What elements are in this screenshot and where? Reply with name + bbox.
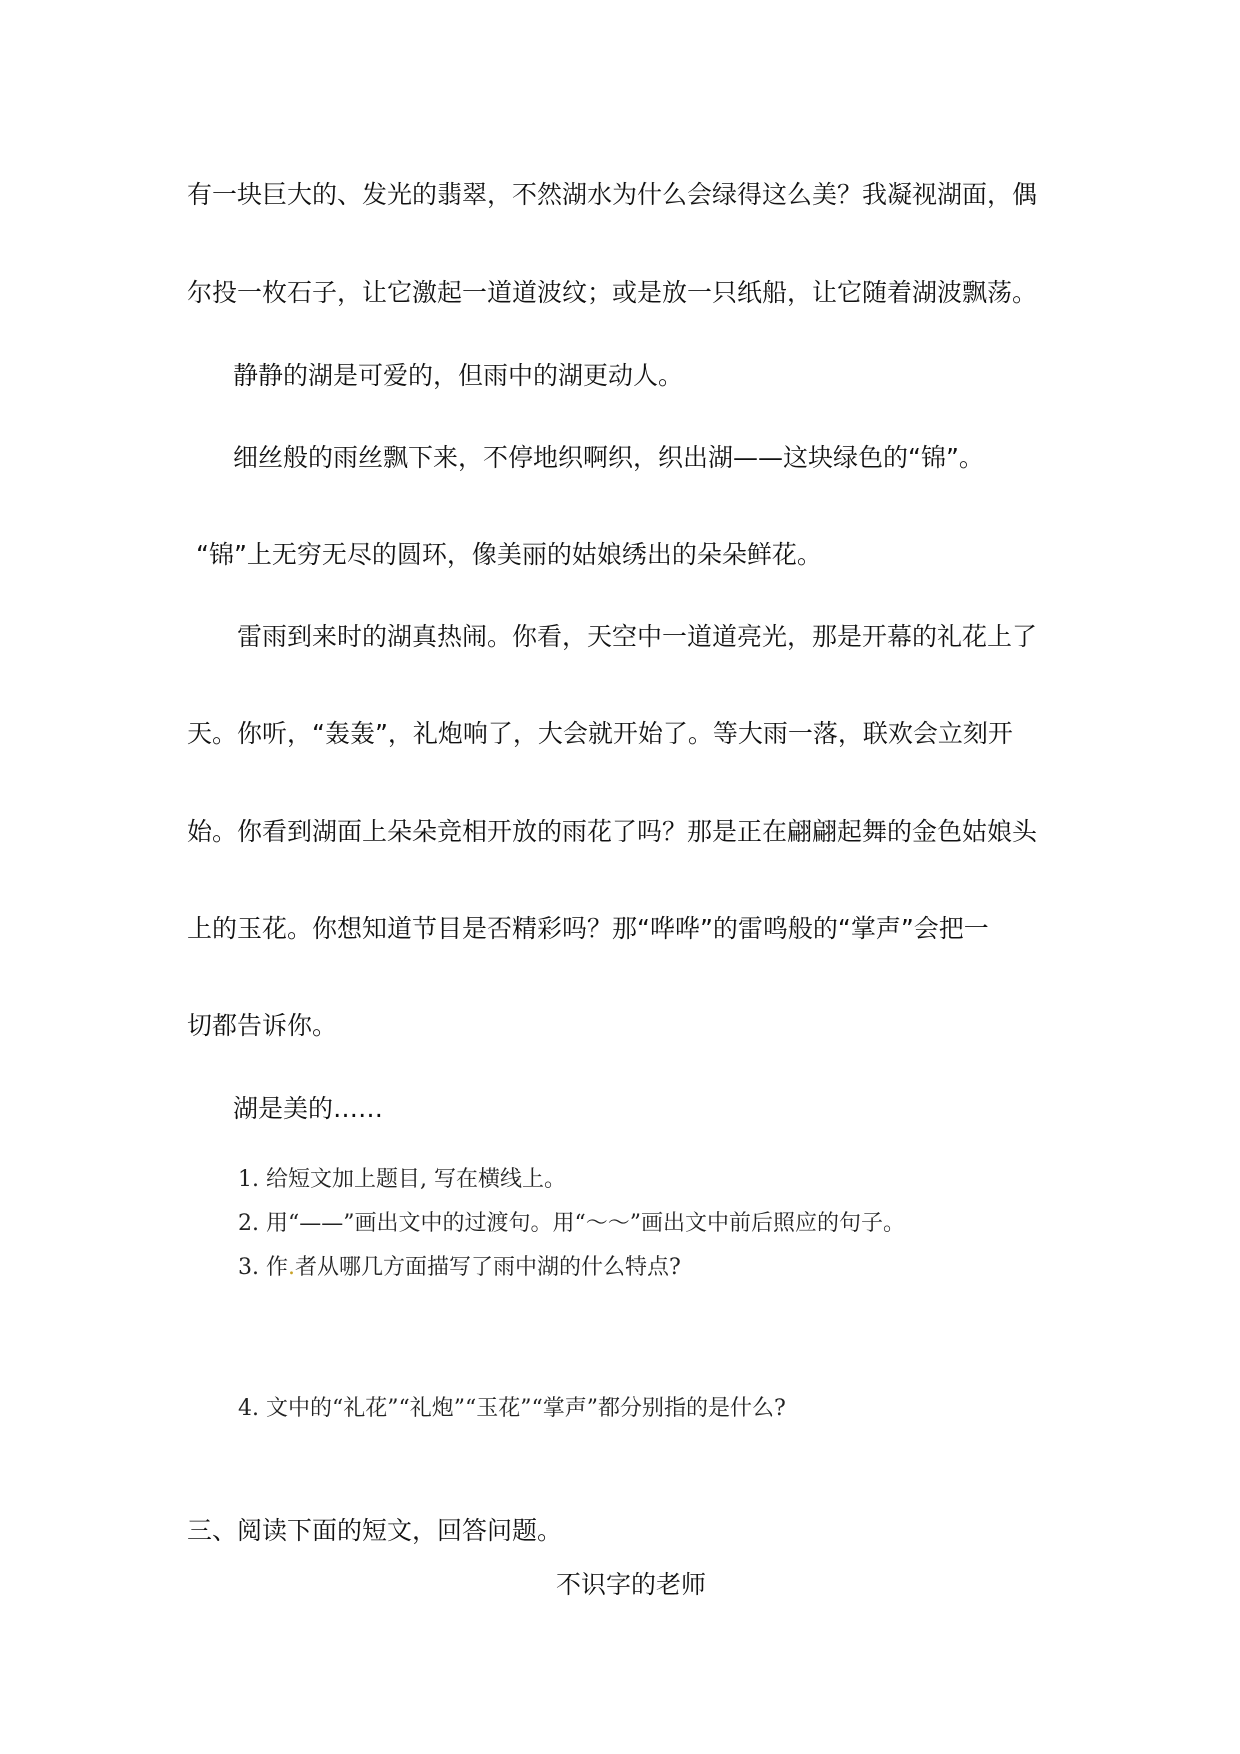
ink-dot: . (287, 1255, 295, 1280)
question-3 (238, 1253, 681, 1283)
passage-paragraph-4-line-2: 天。你听，“轰轰”，礼炮响了，大会就开始了。等大雨一落，联欢会立刻开 (187, 719, 1013, 748)
question-2: 2. 用“——”画出文中的过渡句。用“～～”画出文中前后照应的句子。 (238, 1211, 905, 1236)
passage-paragraph-4-line-4: 上的玉花。你想知道节目是否精彩吗？那“哗哗”的雷鸣般的“掌声”会把一 (187, 914, 989, 943)
question-3-rest: 者从哪几方面描写了雨中湖的什么特点? (294, 1255, 681, 1280)
section-3-heading: 三、阅读下面的短文，回答问题。 (187, 1516, 563, 1545)
passage-paragraph-3-line-2: “锦”上无穷无尽的圆环，像美丽的姑娘绣出的朵朵鲜花。 (196, 540, 822, 569)
question-4: 4. 文中的“礼花”“礼炮”“玉花”“掌声”都分别指的是什么? (238, 1396, 786, 1421)
article-title: 不识字的老师 (556, 1570, 707, 1599)
passage-paragraph-4-line-3: 始。你看到湖面上朵朵竞相开放的雨花了吗？那是正在翩翩起舞的金色姑娘头 (187, 817, 1038, 846)
passage-paragraph-5: 湖是美的…… (233, 1094, 384, 1123)
question-1: 1. 给短文加上题目, 写在横线上。 (238, 1167, 566, 1192)
passage-line-2: 尔投一枚石子，让它激起一道道波纹；或是放一只纸船，让它随着湖波飘荡。 (187, 278, 1038, 307)
passage-paragraph-2: 静静的湖是可爱的，但雨中的湖更动人。 (233, 361, 684, 390)
question-3-prefix: 3. 作 (238, 1255, 288, 1280)
passage-line-1: 有一块巨大的、发光的翡翠，不然湖水为什么会绿得这么美？我凝视湖面，偶 (187, 180, 1038, 209)
passage-paragraph-4-line-5: 切都告诉你。 (187, 1011, 338, 1040)
passage-paragraph-4-line-1: 雷雨到来时的湖真热闹。你看，天空中一道道亮光，那是开幕的礼花上了 (237, 622, 1038, 651)
passage-paragraph-3-line-1: 细丝般的雨丝飘下来，不停地织啊织，织出湖——这块绿色的“锦”。 (233, 443, 984, 472)
